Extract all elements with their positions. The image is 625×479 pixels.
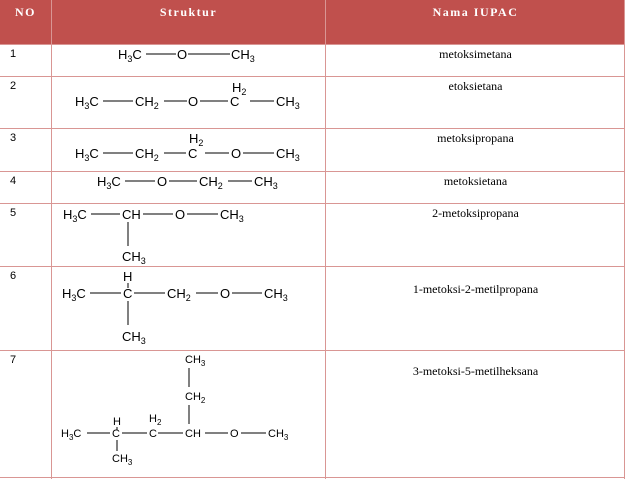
iupac-name: 3-metoksi-5-metilheksana <box>412 364 539 378</box>
atom-label: $CH_2$ <box>185 391 206 405</box>
atom-label: $CH_3$ <box>276 146 300 163</box>
iupac-name: metoksipropana <box>437 131 514 145</box>
atom-label: $CH_3$ <box>276 94 300 111</box>
atom-label: $H_3C$ <box>75 146 99 163</box>
structure-2 <box>75 80 300 111</box>
atom-label: CH <box>185 428 201 440</box>
structure-7 <box>61 354 289 467</box>
atom-label: $CH_2$ <box>199 174 223 191</box>
atom-label: $H_3C$ <box>61 428 82 442</box>
atom-label: O <box>220 286 231 301</box>
row-number: 3 <box>10 132 17 144</box>
structure-5 <box>63 207 244 266</box>
row-number: 2 <box>10 80 17 92</box>
atom-label: $CH_2$ <box>167 286 191 303</box>
row-number: 4 <box>10 175 17 187</box>
atom-label: H <box>113 416 121 428</box>
atom-label: C <box>188 146 198 161</box>
atom-label: $CH_3$ <box>254 174 278 191</box>
row-number: 5 <box>10 207 17 219</box>
atom-label: O <box>230 428 239 440</box>
atom-label: $CH_3$ <box>220 207 244 224</box>
atom-label: C <box>112 428 120 440</box>
atom-label: $CH_2$ <box>135 146 159 163</box>
atom-label: $CH_3$ <box>264 286 288 303</box>
iupac-name: 2-metoksipropana <box>432 206 519 220</box>
header-no: NO <box>0 0 51 44</box>
iupac-name: etoksietana <box>448 79 503 93</box>
atom-label: $CH_3$ <box>112 453 133 467</box>
atom-label: $H_3C$ <box>97 174 121 191</box>
atom-label: $CH_2$ <box>135 94 159 111</box>
iupac-name: metoksietana <box>443 174 508 188</box>
atom-label: O <box>157 174 168 189</box>
atom-label: $CH_3$ <box>231 47 255 64</box>
atom-label: $H_2$ <box>189 131 204 148</box>
header-struktur: Struktur <box>52 0 325 44</box>
atom-label: O <box>175 207 186 222</box>
row-number: 1 <box>10 48 17 60</box>
atom-label: $H_2$ <box>232 80 247 97</box>
atom-label: $CH_3$ <box>185 354 206 368</box>
atom-label: $CH_3$ <box>268 428 289 442</box>
header-nama: Nama IUPAC <box>326 0 625 44</box>
atom-label: O <box>188 94 199 109</box>
structure-1 <box>118 47 255 64</box>
structure-3 <box>75 131 300 163</box>
structure-4 <box>97 174 278 191</box>
atom-label: C <box>149 428 157 440</box>
atom-label: $H_3C$ <box>63 207 87 224</box>
atom-label: C <box>230 94 240 109</box>
atom-label: O <box>231 146 242 161</box>
atom-label: $H_3C$ <box>62 286 86 303</box>
atom-label: $H_2$ <box>149 413 162 427</box>
atom-label: $CH_3$ <box>122 329 146 346</box>
atom-label: CH <box>122 207 141 222</box>
structure-6 <box>62 269 288 346</box>
atom-label: H <box>123 269 133 284</box>
atom-label: O <box>177 47 188 62</box>
iupac-name: metoksimetana <box>439 47 512 61</box>
iupac-name: 1-metoksi-2-metilpropana <box>412 282 539 296</box>
atom-label: $CH_3$ <box>122 249 146 266</box>
atom-label: $H_3C$ <box>118 47 142 64</box>
row-number: 7 <box>10 354 17 366</box>
atom-label: C <box>123 286 133 301</box>
row-number: 6 <box>10 270 17 282</box>
atom-label: $H_3C$ <box>75 94 99 111</box>
